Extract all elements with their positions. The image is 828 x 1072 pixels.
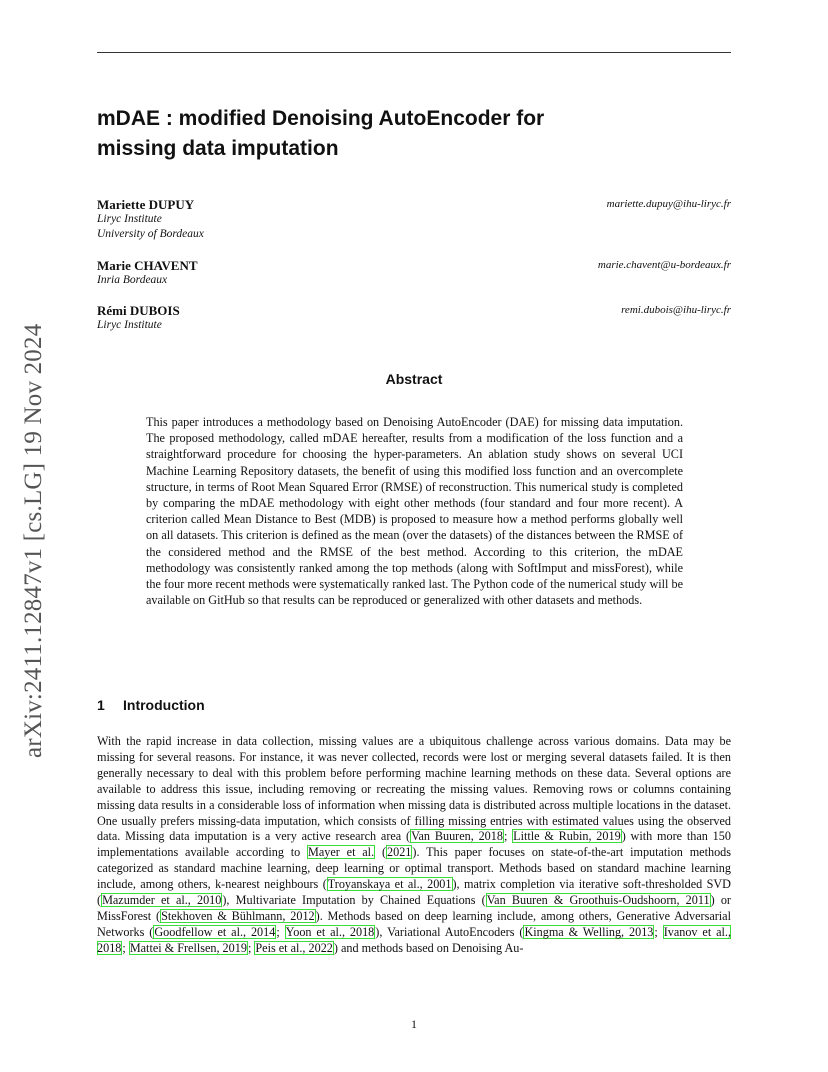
citation-link[interactable]: Van Buuren & Groothuis-Oudshoorn, 2011 bbox=[486, 893, 710, 908]
author-name: Marie CHAVENT bbox=[97, 258, 198, 273]
intro-text: ) with more than 150 implementations available according to bbox=[97, 829, 731, 860]
header-rule bbox=[97, 52, 731, 53]
intro-text: ; bbox=[247, 940, 255, 955]
author-block-2 bbox=[97, 258, 731, 288]
citation-link[interactable]: Peis et al., 2022 bbox=[255, 940, 333, 955]
author-email: marie.chavent@u-bordeaux.fr bbox=[597, 259, 731, 271]
citation-link[interactable]: 2021 bbox=[387, 845, 412, 860]
citation-link[interactable]: Mazumder et al., 2010 bbox=[102, 893, 222, 908]
intro-text: ; bbox=[503, 829, 513, 844]
author-email: remi.dubois@ihu-liryc.fr bbox=[621, 304, 731, 316]
arxiv-identifier: arXiv:2411.12847v1 [cs.LG] 19 Nov 2024 bbox=[20, 323, 47, 758]
intro-text: With the rapid increase in data collection, missing values are a ubiquitous challenge across various domains. Data may be missing for several reasons. For instance, it was never collected, records were lost or merging several datasets failed. It is then generally necessary to deal with this problem before performing machine learning methods on these data. Several options are available to address this issue, including removing or recreating the missing values. Removing rows or columns containing missing data results in a considerable loss of information when missing data is distributed across multiple locations in the dataset. One usually prefers missing-data imputation, which consists of filling missing entries with estimated values using the observed data. Missing data imputation is a very active research area ( bbox=[97, 734, 731, 844]
citation-link[interactable]: Goodfellow et al., 2014 bbox=[154, 924, 276, 939]
title-line-2: missing data imputation bbox=[97, 137, 339, 160]
introduction-paragraph bbox=[97, 734, 731, 957]
intro-text: ), Variational AutoEncoders ( bbox=[375, 924, 524, 939]
author-affiliation: Liryc Institute bbox=[97, 319, 162, 331]
citation-link[interactable]: Mayer et al. bbox=[308, 845, 375, 860]
citation-link[interactable]: Ivanov et al., 2018 bbox=[97, 924, 732, 955]
author-affiliation: University of Bordeaux bbox=[97, 228, 204, 240]
intro-text: ( bbox=[375, 845, 387, 860]
title-line-1: mDAE : modified Denoising AutoEncoder for bbox=[97, 107, 545, 130]
author-block-3 bbox=[97, 303, 731, 333]
intro-text: ), matrix completion via iterative soft-thresholded SVD ( bbox=[97, 877, 731, 908]
abstract-text: This paper introduces a methodology based on Denoising AutoEncoder (DAE) for missing data imputation. The proposed methodology, called mDAE hereafter, results from a modification of the loss function and a straightforward procedure for choosing the hyper-parameters. An ablation study shows on several UCI Machine Learning Repository datasets, the benefit of using this modified loss function and an overcomplete structure, in terms of Root Mean Squared Error (RMSE) of reconstruction. This numerical study is completed by comparing the mDAE methodology with eight other methods (four standard and four more recent). A criterion called Mean Distance to Best (MDB) is proposed to measure how a method performs globally well on all datasets. This criterion is defined as the mean (over the datasets) of the distances between the RMSE of the considered method and the RMSE of the best method. According to this criterion, the mDAE methodology was consistently ranked among the top methods (along with SoftImput and missForest), while the four more recent methods were systematically ranked last. The Python code of the numerical study will be available on GitHub so that results can be reproduced or generalized with other datasets and methods. bbox=[146, 415, 683, 608]
intro-text: ). This paper focuses on state-of-the-art imputation methods categorized as standard machine learning, deep learning or optimal transport. Methods based on standard machine learning include, among others, k-nearest neighbours ( bbox=[97, 845, 732, 892]
citation-link[interactable]: Mattei & Frellsen, 2019 bbox=[129, 940, 247, 955]
citation-link[interactable]: Little & Rubin, 2019 bbox=[513, 829, 621, 844]
intro-text: ), Multivariate Imputation by Chained Equations ( bbox=[222, 893, 486, 908]
section-title: Introduction bbox=[123, 697, 205, 713]
author-name: Rémi DUBOIS bbox=[97, 303, 180, 318]
citation-link[interactable]: Stekhoven & Bühlmann, 2012 bbox=[161, 908, 315, 923]
citation-link[interactable]: Troyanskaya et al., 2001 bbox=[327, 877, 452, 892]
section-heading bbox=[97, 697, 205, 713]
citation-link[interactable]: Kingma & Welling, 2013 bbox=[524, 924, 654, 939]
intro-text: ; bbox=[276, 924, 285, 939]
author-block-1 bbox=[97, 197, 731, 242]
author-name: Mariette DUPUY bbox=[97, 197, 195, 212]
intro-text: ). Methods based on deep learning include, among others, Generative Adversarial Networks ( bbox=[97, 908, 731, 939]
page-number: 1 bbox=[411, 1017, 417, 1031]
intro-text: ; bbox=[122, 940, 129, 955]
citation-link[interactable]: Van Buuren, 2018 bbox=[411, 829, 503, 844]
intro-text: ; bbox=[654, 924, 663, 939]
author-affiliation: Inria Bordeaux bbox=[97, 274, 168, 286]
intro-text: ) or MissForest ( bbox=[97, 893, 731, 923]
section-number: 1 bbox=[97, 697, 105, 713]
citation-link[interactable]: Yoon et al., 2018 bbox=[285, 924, 375, 939]
author-email: mariette.dupuy@ihu-liryc.fr bbox=[606, 198, 731, 210]
abstract-heading: Abstract bbox=[385, 371, 443, 387]
author-affiliation: Liryc Institute bbox=[97, 213, 162, 225]
paper-title bbox=[97, 104, 697, 164]
intro-text: ) and methods based on Denoising Au- bbox=[333, 940, 524, 955]
